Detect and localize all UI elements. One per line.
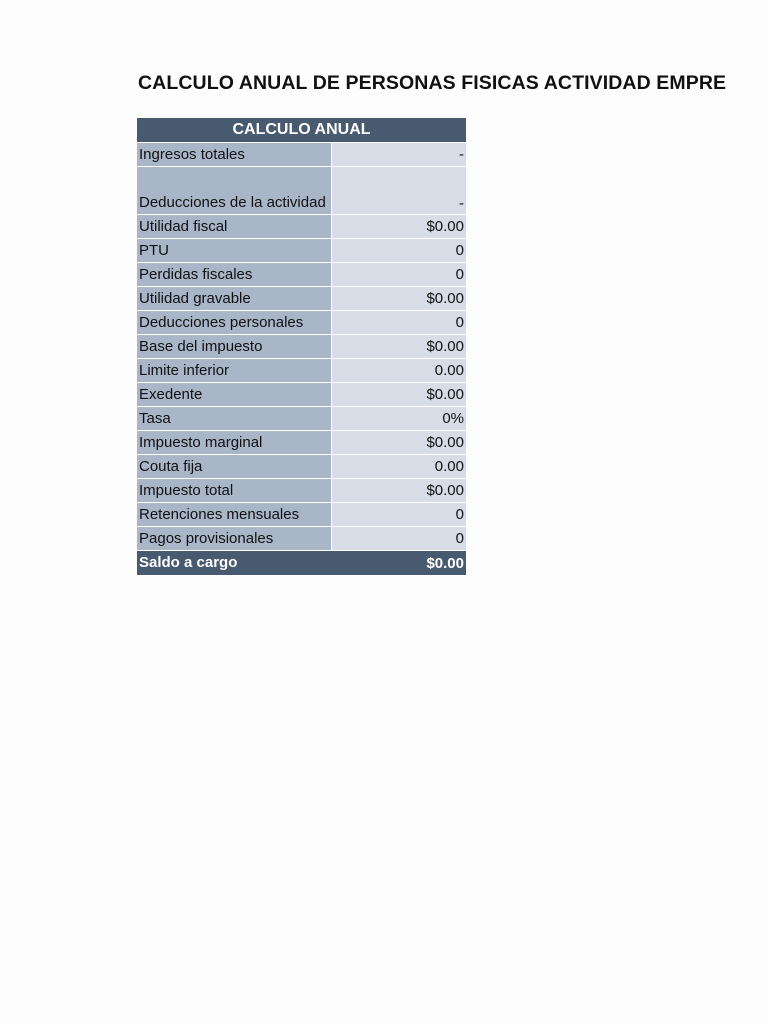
- row-value: -: [332, 143, 466, 166]
- row-label: Impuesto total: [137, 479, 332, 502]
- row-value: 0: [332, 239, 466, 262]
- row-label: Utilidad gravable: [137, 287, 332, 310]
- row-value: 0: [332, 263, 466, 286]
- row-value: 0: [332, 527, 466, 550]
- row-value: 0: [332, 503, 466, 526]
- row-value: $0.00: [332, 383, 466, 406]
- row-label: Ingresos totales: [137, 143, 332, 166]
- row-label: Tasa: [137, 407, 332, 430]
- calculation-table: [137, 118, 466, 575]
- row-label: Utilidad fiscal: [137, 215, 332, 238]
- total-label: Saldo a cargo: [137, 551, 332, 575]
- row-label: Base del impuesto: [137, 335, 332, 358]
- row-label: Limite inferior: [137, 359, 332, 382]
- table-row-tasa: [137, 407, 466, 431]
- table-row-ingresos-totales: [137, 143, 466, 167]
- total-value: $0.00: [332, 551, 466, 575]
- row-value: $0.00: [332, 215, 466, 238]
- row-value: $0.00: [332, 431, 466, 454]
- row-label: Pagos provisionales: [137, 527, 332, 550]
- table-total-row: [137, 551, 466, 575]
- row-value: 0: [332, 311, 466, 334]
- page-title: CALCULO ANUAL DE PERSONAS FISICAS ACTIVIDAD EMPRE: [138, 72, 727, 94]
- row-label: Retenciones mensuales: [137, 503, 332, 526]
- table-row-deducciones-actividad: [137, 167, 466, 215]
- table-row-deducciones-personales: [137, 311, 466, 335]
- row-value: 0%: [332, 407, 466, 430]
- row-value: 0.00: [332, 455, 466, 478]
- table-row-ptu: [137, 239, 466, 263]
- row-label: Couta fija: [137, 455, 332, 478]
- table-row-retenciones-mensuales: [137, 503, 466, 527]
- table-row-base-impuesto: [137, 335, 466, 359]
- row-value: $0.00: [332, 287, 466, 310]
- table-row-utilidad-gravable: [137, 287, 466, 311]
- row-value: 0.00: [332, 359, 466, 382]
- row-label: Deducciones personales: [137, 311, 332, 334]
- table-row-couta-fija: [137, 455, 466, 479]
- row-label: PTU: [137, 239, 332, 262]
- table-row-exedente: [137, 383, 466, 407]
- table-header: CALCULO ANUAL: [137, 118, 466, 143]
- row-label: Perdidas fiscales: [137, 263, 332, 286]
- row-label: Exedente: [137, 383, 332, 406]
- table-row-pagos-provisionales: [137, 527, 466, 551]
- row-label: Deducciones de la actividad: [137, 167, 332, 214]
- table-row-limite-inferior: [137, 359, 466, 383]
- row-value: $0.00: [332, 479, 466, 502]
- row-label: Impuesto marginal: [137, 431, 332, 454]
- table-row-perdidas-fiscales: [137, 263, 466, 287]
- row-value: -: [332, 167, 466, 214]
- table-row-impuesto-total: [137, 479, 466, 503]
- table-row-utilidad-fiscal: [137, 215, 466, 239]
- row-value: $0.00: [332, 335, 466, 358]
- table-row-impuesto-marginal: [137, 431, 466, 455]
